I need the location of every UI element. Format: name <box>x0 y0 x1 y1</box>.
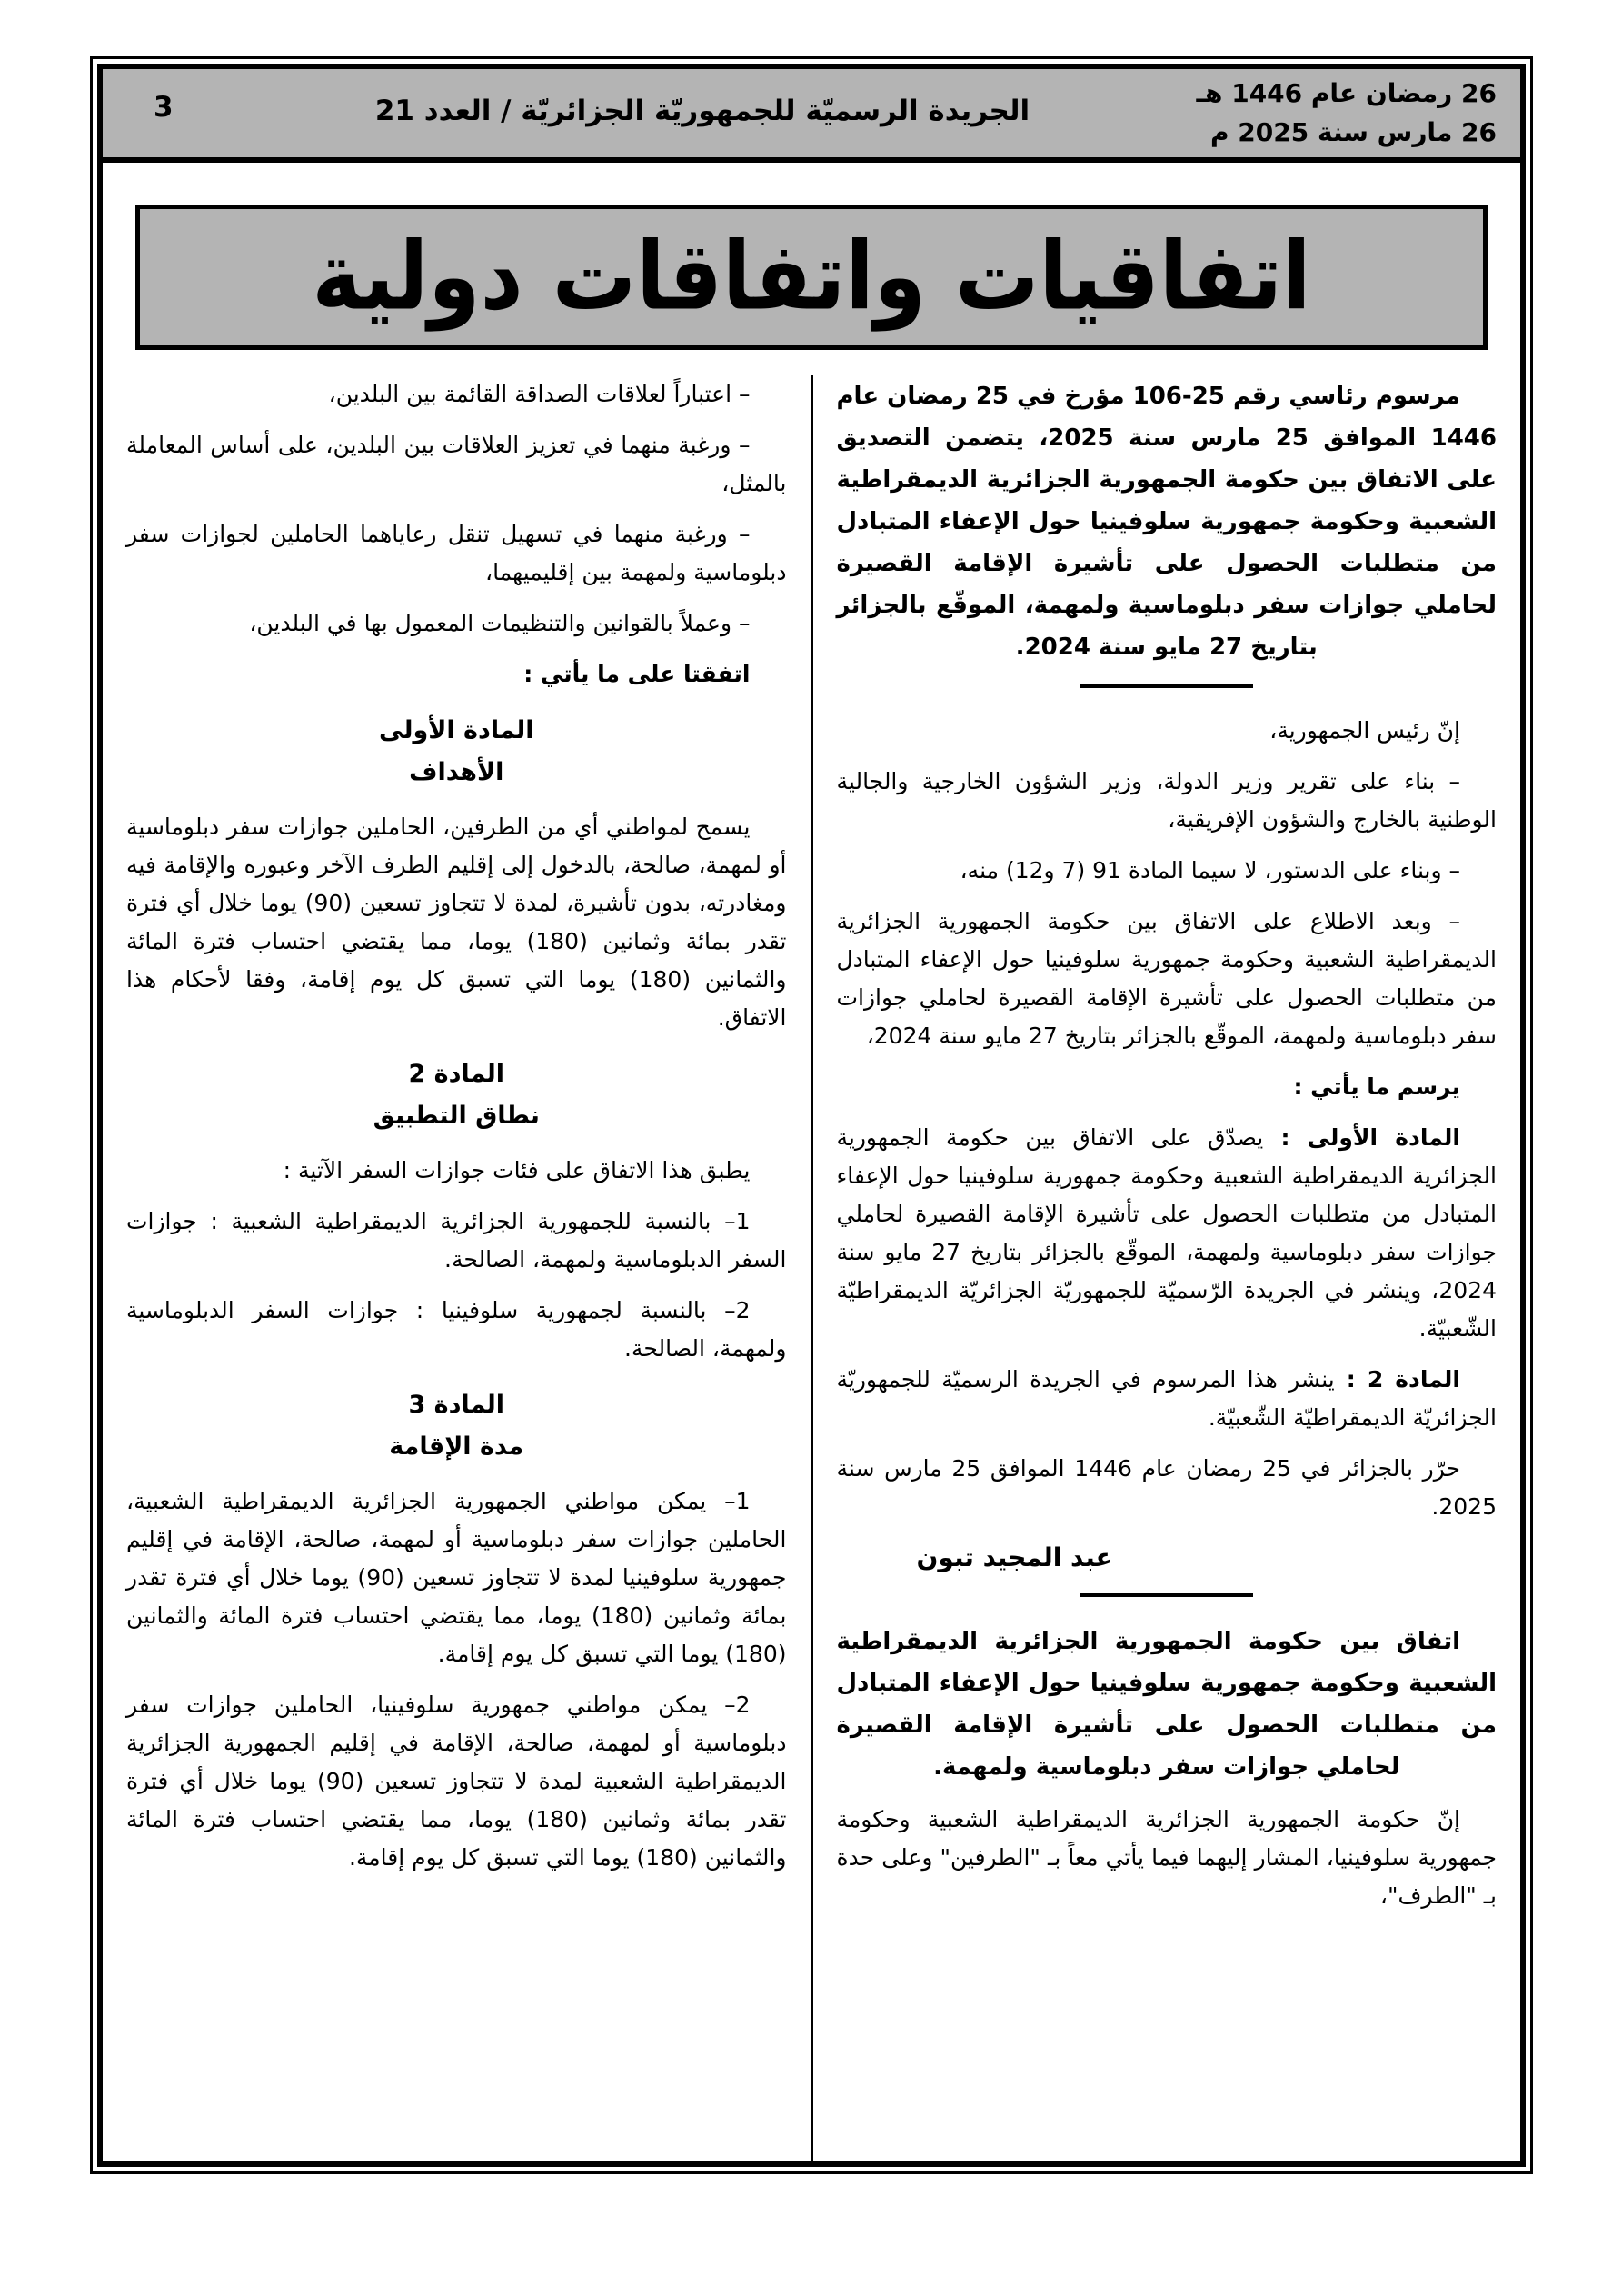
decree-article-2-text: ينشر هذا المرسوم في الجريدة الرسميّة للجمهوريّة الجزائريّة الديمقراطيّة الشّعبيّة. <box>836 1366 1497 1431</box>
frame-inner <box>97 64 1526 2167</box>
left-column <box>103 375 811 2161</box>
decree-title: مرسوم رئاسي رقم 25-106 مؤرخ في 25 رمضان عام 1446 الموافق 25 مارس سنة 2025، يتضمن التصديق على الاتفاق بين حكومة الجمهورية الجزائرية الديمقراطية الشعبية وحكومة جمهورية سلوفينيا حول الإعفاء المتبادل من متطلبات الحصول على تأشيرة الإقامة القصيرة لحاملي جوازات سفر دبلوماسية ولمهمة، الموقّع بالجزائر بتاريخ 27 مايو سنة 2024. <box>836 383 1497 661</box>
decree-article-1-label: المادة الأولى : <box>1280 1124 1460 1151</box>
decree-article-2-label: المادة 2 : <box>1346 1366 1460 1393</box>
decree-consideration: – وبناء على الدستور، لا سيما المادة 91 (7 و12) منه، <box>960 857 1460 883</box>
article-1-title: الأهداف <box>409 758 504 786</box>
article-1-paragraph: يسمح لمواطني أي من الطرفين، الحاملين جوازات سفر دبلوماسية أو لمهمة، صالحة، بالدخول إلى إقليم الطرف الآخر وعبوره والإقامة فيه ومغادرته، بدون تأشيرة، لمدة لا تتجاوز تسعين (90) يوما خلال أي فترة تقدر بمائة وثمانين (180) يوما، مما يقتضي احتساب فترة المائة والثمانين (180) يوما التي تسبق كل يوم إقامة، وفقا لأحكام هذا الاتفاق. <box>126 814 787 1031</box>
gregorian-date: 26 مارس سنة 2025 م <box>1210 117 1497 147</box>
separator-rule <box>1080 1593 1253 1597</box>
header-dates <box>1196 74 1497 152</box>
header-bar <box>103 69 1520 163</box>
agreement-consideration: – وعملاً بالقوانين والتنظيمات المعمول بها في البلدين، <box>249 610 751 636</box>
article-2-number: المادة 2 <box>408 1060 505 1088</box>
decree-preamble-intro: إنّ رئيس الجمهورية، <box>1269 717 1460 744</box>
columns <box>103 375 1520 2161</box>
enacting-clause: يرسم ما يأتي : <box>1293 1073 1460 1100</box>
article-3-paragraph: 2– يمكن مواطني جمهورية سلوفينيا، الحاملين جوازات سفر دبلوماسية أو لمهمة، صالحة، الإقامة في إقليم الجمهورية الجزائرية الديمقراطية الشعبية لمدة لا تتجاوز تسعين (90) يوما خلال أي فترة تقدر بمائة وثمانين (180) يوما، مما يقتضي احتساب فترة المائة والثمانين (180) يوما التي تسبق كل يوم إقامة. <box>126 1692 787 1871</box>
column-divider <box>811 375 813 2161</box>
decree-signed-at: حرّر بالجزائر في 25 رمضان عام 1446 الموافق 25 مارس سنة 2025. <box>836 1455 1497 1520</box>
article-3-paragraph: 1– يمكن مواطني الجمهورية الجزائرية الديمقراطية الشعبية، الحاملين جوازات سفر دبلوماسية أو لمهمة، صالحة، الإقامة في إقليم جمهورية سلوفينيا لمدة لا تتجاوز تسعين (90) يوما خلال أي فترة تقدر بمائة وثمانين (180) يوما، مما يقتضي احتساب فترة المائة والثمانين (180) يوما التي تسبق كل يوم إقامة. <box>126 1488 787 1667</box>
signature: عبد المجيد تبون <box>916 1542 1113 1572</box>
decree-article-1-text: يصدّق على الاتفاق بين حكومة الجمهورية الجزائرية الديمقراطية الشعبية وحكومة جمهورية سلوفينيا حول الإعفاء المتبادل من متطلبات الحصول على تأشيرة الإقامة القصيرة لحاملي جوازات سفر دبلوماسية ولمهمة، الموقّع بالجزائر بتاريخ 27 مايو سنة 2024، وينشر في الجريدة الرّسميّة للجمهوريّة الجزائريّة الديمقراطيّة الشّعبيّة. <box>836 1124 1497 1342</box>
article-2-title: نطاق التطبيق <box>373 1102 540 1130</box>
article-3-title: مدة الإقامة <box>389 1433 524 1461</box>
decree-article-1 <box>837 1119 1498 1348</box>
agreement-consideration: – اعتباراً لعلاقات الصداقة القائمة بين البلدين، <box>328 381 751 407</box>
decree-consideration: – وبعد الاطلاع على الاتفاق بين حكومة الجمهورية الجزائرية الديمقراطية الشعبية وحكومة جمهورية سلوفينيا حول الإعفاء المتبادل من متطلبات الحصول على تأشيرة الإقامة القصيرة لحاملي جوازات سفر دبلوماسية ولمهمة، الموقّع بالجزائر بتاريخ 27 مايو سنة 2024، <box>836 908 1497 1049</box>
article-2-item: 1– بالنسبة للجمهورية الجزائرية الديمقراطية الشعبية : جوازات السفر الدبلوماسية ولمهمة، الصالحة. <box>126 1208 787 1273</box>
article-3-number: المادة 3 <box>408 1391 505 1419</box>
agreement-consideration: – ورغبة منهما في تعزيز العلاقات بين البلدين، على أساس المعاملة بالمثل، <box>126 432 787 496</box>
article-2-paragraph: يطبق هذا الاتفاق على فئات جوازات السفر الآتية : <box>283 1157 751 1183</box>
article-2-item: 2– بالنسبة لجمهورية سلوفينيا : جوازات السفر الدبلوماسية ولمهمة، الصالحة. <box>126 1297 787 1362</box>
right-column <box>813 375 1521 2161</box>
agreement-preamble-intro: إنّ حكومة الجمهورية الجزائرية الديمقراطية الشعبية وحكومة جمهورية سلوفينيا، المشار إليهما فيما يأتي معاً بـ "الطرفين" وعلى حدة بـ "الطرف"، <box>836 1806 1497 1909</box>
decree-article-2 <box>837 1361 1498 1437</box>
decree-consideration: – بناء على تقرير وزير الدولة، وزير الشؤون الخارجية والجالية الوطنية بالخارج والشؤون الإفريقية، <box>836 768 1497 833</box>
section-banner-title: اتفاقيات واتفاقات دولية <box>312 222 1311 332</box>
separator-rule <box>1080 684 1253 688</box>
agreement-consideration: – ورغبة منهما في تسهيل تنقل رعاياهما الحاملين لجوازات سفر دبلوماسية ولمهمة بين إقليميهما، <box>126 521 787 585</box>
page-frame <box>90 56 1533 2174</box>
agreement-title: اتفاق بين حكومة الجمهورية الجزائرية الديمقراطية الشعبية وحكومة جمهورية سلوفينيا حول الإعفاء المتبادل من متطلبات الحصول على تأشيرة الإقامة القصيرة لحاملي جوازات سفر دبلوماسية ولمهمة. <box>836 1628 1497 1781</box>
journal-title: الجريدة الرسميّة للجمهوريّة الجزائريّة / العدد 21 <box>374 95 1030 127</box>
hijri-date: 26 رمضان عام 1446 هـ <box>1196 78 1497 108</box>
page-number: 3 <box>154 91 174 124</box>
section-banner <box>135 205 1488 350</box>
agreed-clause: اتفقتا على ما يأتي : <box>523 661 751 687</box>
article-1-number: المادة الأولى <box>379 716 534 744</box>
